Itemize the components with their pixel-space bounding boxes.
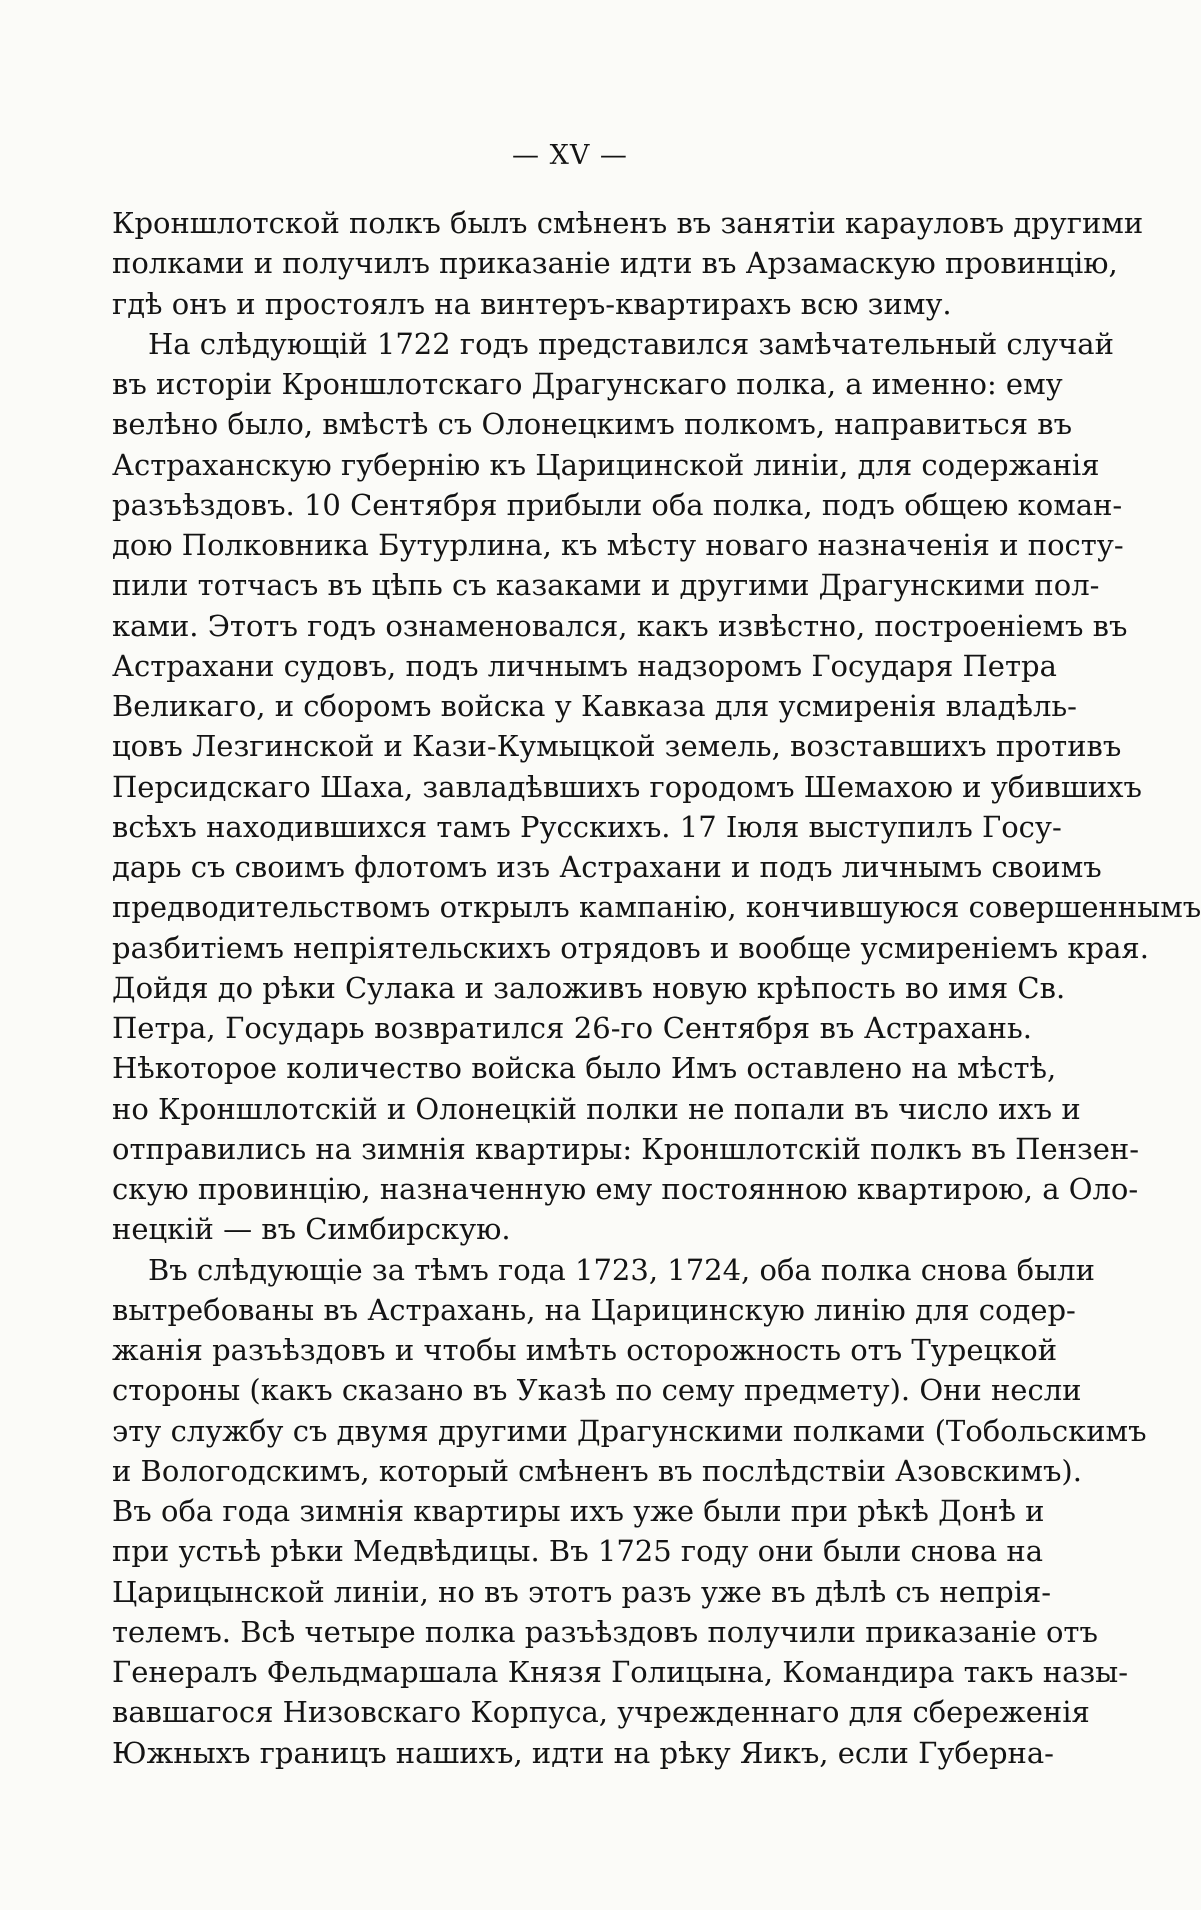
text-line: разбитіемъ непріятельскихъ отрядовъ и вообще усмиреніемъ края. xyxy=(112,930,1149,965)
text-line: Въ оба года зимнія квартиры ихъ уже были при рѣкѣ Донѣ и xyxy=(112,1494,1045,1528)
text-line: Астрахани судовъ, подъ личнымъ надзоромъ Государя Петра xyxy=(112,648,1057,683)
text-line: Въ слѣдующіе за тѣмъ года 1723, 1724, оба полка снова были xyxy=(148,1252,1095,1287)
text-line: жанія разъѣздовъ и чтобы имѣть осторожность отъ Турецкой xyxy=(112,1333,1058,1367)
text-line: дарь съ своимъ флотомъ изъ Астрахани и подъ личнымъ своимъ xyxy=(112,850,1102,884)
text-line: разъѣздовъ. 10 Сентября прибыли оба полка, подъ общею коман- xyxy=(112,487,1123,522)
text-line: гдѣ онъ и простоялъ на винтеръ-квартирахъ всю зиму. xyxy=(112,286,952,321)
text-line: въ исторіи Кроншлотскаго Драгунскаго полка, а именно: ему xyxy=(112,367,1063,401)
text-line: вытребованы въ Астрахань, на Царицинскую линію для содер- xyxy=(112,1292,1076,1327)
text-line: велѣно было, вмѣстѣ съ Олонецкимъ полкомъ, направиться въ xyxy=(112,407,1073,442)
text-line: вавшагося Низовскаго Корпуса, учрежденнаго для сбереженія xyxy=(112,1695,1090,1730)
text-line: телемъ. Всѣ четыре полка разъѣздовъ получили приказаніе отъ xyxy=(112,1614,1098,1649)
text-line: Великаго, и сборомъ войска у Кавказа для усмиренія владѣль- xyxy=(112,689,1077,723)
text-line: Дойдя до рѣки Сулака и заложивъ новую крѣпость во имя Св. xyxy=(112,970,1066,1005)
text-line: ками. Этотъ годъ ознаменовался, какъ извѣстно, построеніемъ въ xyxy=(112,608,1128,643)
text-line: стороны (какъ сказано въ Указѣ по сему предмету). Они несли xyxy=(112,1373,1082,1408)
text-line: цовъ Лезгинской и Кази-Кумыцкой земель, возставшихъ противъ xyxy=(112,729,1122,764)
text-line: и Вологодскимъ, который смѣненъ въ послѣдствіи Азовскимъ). xyxy=(112,1453,1082,1488)
body-text xyxy=(112,203,1201,1773)
text-line: Кроншлотской полкъ былъ смѣненъ въ занятіи карауловъ другими xyxy=(112,206,1144,240)
text-line: всѣхъ находившихся тамъ Русскихъ. 17 Іюля выступилъ Госу- xyxy=(112,809,1062,844)
text-line: дою Полковника Бутурлина, къ мѣсту новаго назначенія и посту- xyxy=(112,528,1124,562)
text-line: отправились на зимнія квартиры: Кроншлотскій полкъ въ Пензен- xyxy=(112,1131,1140,1166)
page-number: — XV — xyxy=(512,140,628,171)
text-line: пили тотчасъ въ цѣпь съ казаками и другими Драгунскими пол- xyxy=(112,568,1100,603)
text-line: эту службу съ двумя другими Драгунскими полками (Тобольскимъ xyxy=(112,1413,1147,1448)
text-line: Астраханскую губернію къ Царицинской линіи, для содержанія xyxy=(112,447,1100,482)
text-line: На слѣдующій 1722 годъ представился замѣчательный случай xyxy=(148,326,1114,361)
text-line: Персидскаго Шаха, завладѣвшихъ городомъ Шемахою и убившихъ xyxy=(112,769,1142,804)
text-line: Царицынской линіи, но въ этотъ разъ уже въ дѣлѣ съ непрія- xyxy=(112,1574,1052,1609)
text-line: Южныхъ границъ нашихъ, идти на рѣку Яикъ, если Губерна- xyxy=(112,1735,1054,1770)
text-line: Генералъ Фельдмаршала Князя Голицына, Командира такъ назы- xyxy=(112,1655,1129,1689)
text-line: нецкій — въ Симбирскую. xyxy=(112,1212,511,1247)
text-line: Нѣкоторое количество войска было Имъ оставлено на мѣстѣ, xyxy=(112,1051,1057,1086)
text-line: предводительствомъ открылъ кампанію, кончившуюся совершеннымъ xyxy=(112,890,1201,925)
text-line: но Кроншлотскій и Олонецкій полки не попали въ число ихъ и xyxy=(112,1091,1081,1126)
text-line: Петра, Государь возвратился 26-го Сентября въ Астрахань. xyxy=(112,1011,1032,1045)
text-line: при устьѣ рѣки Медвѣдицы. Въ 1725 году они были снова на xyxy=(112,1534,1044,1569)
text-line: скую провинцію, назначенную ему постоянною квартирою, а Оло- xyxy=(112,1172,1139,1206)
text-line: полками и получилъ приказаніе идти въ Арзамаскую провинцію, xyxy=(112,246,1118,281)
